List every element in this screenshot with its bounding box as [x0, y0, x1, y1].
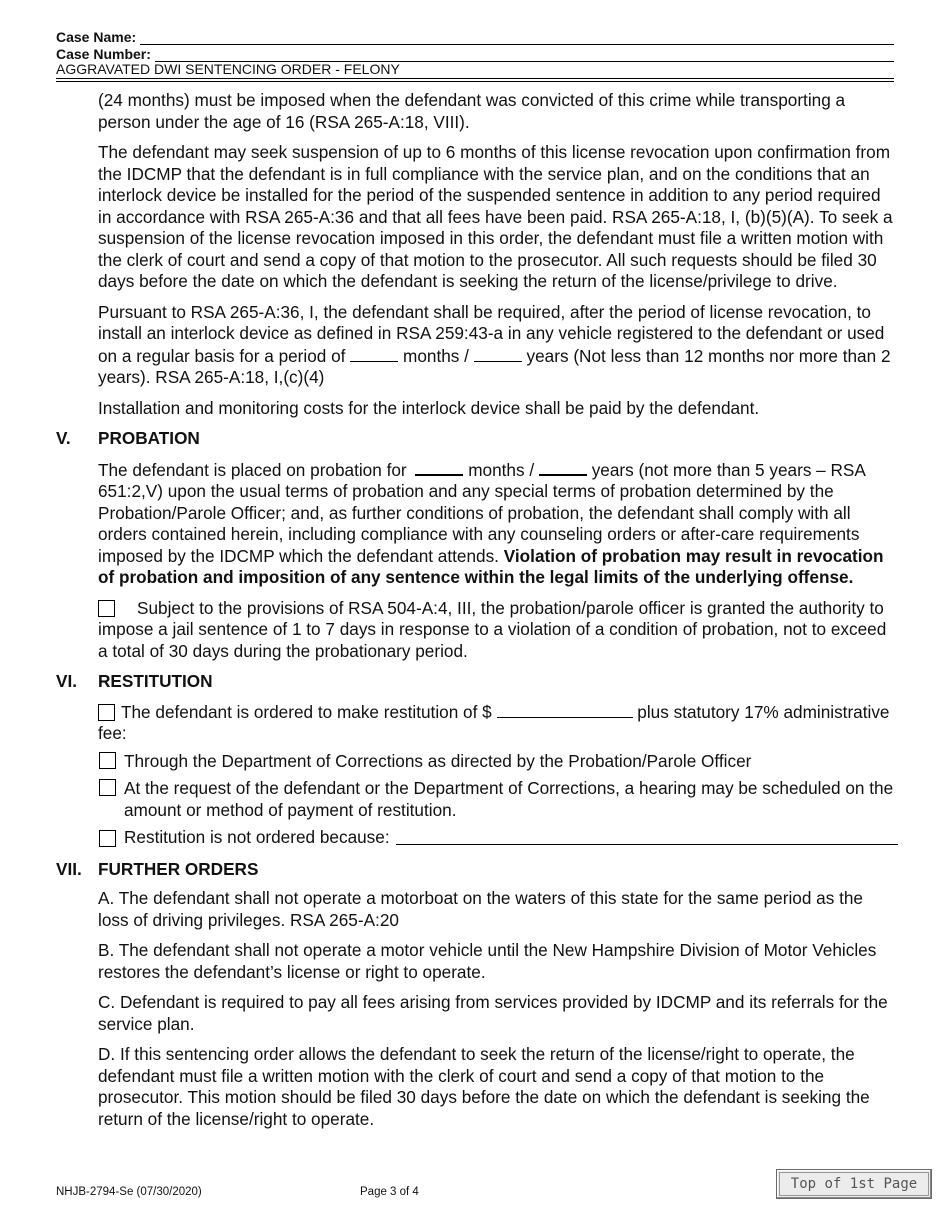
- interlock-text-a: Pursuant to RSA 265-A:36, I, the defendant shall be required, after the period of license revocation, to install an interlock device as defined in RSA 259:43-a in any vehicle registered to the defendant or used on a regular basis for a period of: [98, 301, 885, 366]
- restitution-reason-field[interactable]: [396, 828, 898, 845]
- further-order-d: D. If this sentencing order allows the defendant to seek the return of the license/right to operate, the defendant must file a written motion with the clerk of court and send a copy of that motion to the prosecutor. This motion should be filed 30 days before the date on which the defendant is seeking the return of the license/right to operate.: [98, 1044, 870, 1129]
- interlock-text-c: years (Not less than 12 months nor more than 2 years). RSA 265-A:18, I,(c)(4): [98, 345, 891, 387]
- restitution-amount-text-a: The defendant is ordered to make restitution of $: [121, 701, 492, 722]
- case-number-field[interactable]: [155, 48, 894, 62]
- jail-authority-paragraph: [98, 598, 898, 663]
- probation-text-a: The defendant is placed on probation for: [98, 459, 407, 480]
- restitution-not-ordered-checkbox[interactable]: [99, 830, 116, 847]
- section-title: FURTHER ORDERS: [98, 858, 259, 879]
- restitution-doc-text: Through the Department of Corrections as directed by the Probation/Parole Officer: [124, 750, 752, 771]
- probation-months-field[interactable]: [415, 458, 463, 476]
- jail-authority-text: Subject to the provisions of RSA 504-A:4, III, the probation/parole officer is granted the authority to impose a jail sentence of 1 to 7 days in response to a violation of a condition of probation, not to exceed a total of 30 days during the probationary period.: [98, 597, 887, 661]
- restitution-amount-field[interactable]: [497, 701, 633, 718]
- interlock-text-b: months /: [403, 345, 469, 366]
- probation-warning: Violation of probation may result in revocation of probation and imposition of any sentence within the legal limits of the underlying offense.: [98, 545, 884, 587]
- interlock-years-field[interactable]: [474, 345, 522, 362]
- case-number-row: [56, 45, 894, 62]
- section-probation-heading: [56, 428, 898, 450]
- further-order-b: B. The defendant shall not operate a motor vehicle until the New Hampshire Division of Motor Vehicles restores the defendant’s license or right to operate.: [98, 940, 877, 982]
- further-order-c: C. Defendant is required to pay all fees arising from services provided by IDCMP and its referrals for the service plan.: [98, 992, 888, 1034]
- probation-text-c: years (not more than 5 years – RSA 651:2,V) upon the usual terms of probation and any special terms of probation determined by the Probation/Parole Officer; and, as further conditions of probation, the defendant shall comply with all orders contained herein, including compliance with any counseling orders or after-care requirements imposed by the IDCMP which the defendant attends.: [98, 459, 865, 566]
- case-name-row: [56, 28, 894, 45]
- restitution-option-doc: [98, 751, 898, 773]
- restitution-doc-checkbox[interactable]: [99, 752, 116, 769]
- section-further-orders-heading: [56, 858, 898, 881]
- restitution-amount-text-b: plus statutory 17% administrative fee:: [98, 701, 890, 743]
- form-id: NHJB-2794-Se (07/30/2020): [56, 1186, 202, 1198]
- intro-paragraph-4: Installation and monitoring costs for the interlock device shall be paid by the defendant.: [98, 397, 760, 418]
- further-order-a: A. The defendant shall not operate a motorboat on the waters of this state for the same period as the loss of driving privileges. RSA 265-A:20: [98, 888, 863, 930]
- section-title: RESTITUTION: [98, 671, 213, 691]
- probation-years-field[interactable]: [539, 458, 587, 476]
- probation-paragraph: [98, 458, 898, 589]
- probation-text-b: months /: [468, 459, 535, 480]
- restitution-option-amount: [98, 701, 898, 745]
- restitution-not-ordered-text: Restitution is not ordered because:: [124, 827, 390, 847]
- case-name-label: Case Name:: [56, 29, 137, 45]
- section-number: V.: [56, 428, 71, 448]
- section-number: VII.: [56, 858, 82, 879]
- case-number-label: Case Number:: [56, 46, 151, 62]
- top-of-first-page-button[interactable]: Top of 1st Page: [776, 1169, 932, 1199]
- section-restitution-heading: [56, 671, 898, 693]
- intro-paragraph-1: (24 months) must be imposed when the defendant was convicted of this crime while transporting a person under the age of 16 (RSA 265-A:18, VIII).: [98, 90, 846, 132]
- section-number: VI.: [56, 671, 78, 691]
- interlock-months-field[interactable]: [350, 345, 398, 362]
- section-title: PROBATION: [98, 428, 200, 448]
- restitution-hearing-checkbox[interactable]: [99, 779, 116, 796]
- page-number: Page 3 of 4: [360, 1186, 419, 1198]
- page-header: [56, 28, 894, 79]
- restitution-amount-checkbox[interactable]: [98, 704, 115, 721]
- form-title: AGGRAVATED DWI SENTENCING ORDER - FELONY: [56, 62, 894, 79]
- interlock-paragraph: [98, 302, 898, 389]
- case-name-field[interactable]: [140, 31, 894, 45]
- restitution-hearing-text: At the request of the defendant or the Department of Corrections, a hearing may be scheduled on the amount or method of payment of restitution.: [124, 778, 894, 820]
- document-body: [56, 90, 898, 1139]
- restitution-option-not-ordered: [98, 827, 898, 849]
- restitution-option-hearing: [98, 778, 898, 821]
- jail-authority-checkbox[interactable]: [98, 600, 115, 617]
- intro-paragraph-2: The defendant may seek suspension of up to 6 months of this license revocation upon confirmation from the IDCMP that the defendant is in full compliance with the service plan, and on the conditions that an interlock device be installed for the period of the suspended sentence in addition to any period required in accordance with RSA 265-A:36 and that all fees have been paid. RSA 265-A:18, I, (b)(5)(A). To seek a suspension of the license revocation imposed in this order, the defendant must file a written motion with the clerk of court and send a copy of that motion to the prosecutor. All such requests should be filed 30 days before the date on which the defendant is seeking the return of the license/privilege to drive.: [98, 142, 893, 291]
